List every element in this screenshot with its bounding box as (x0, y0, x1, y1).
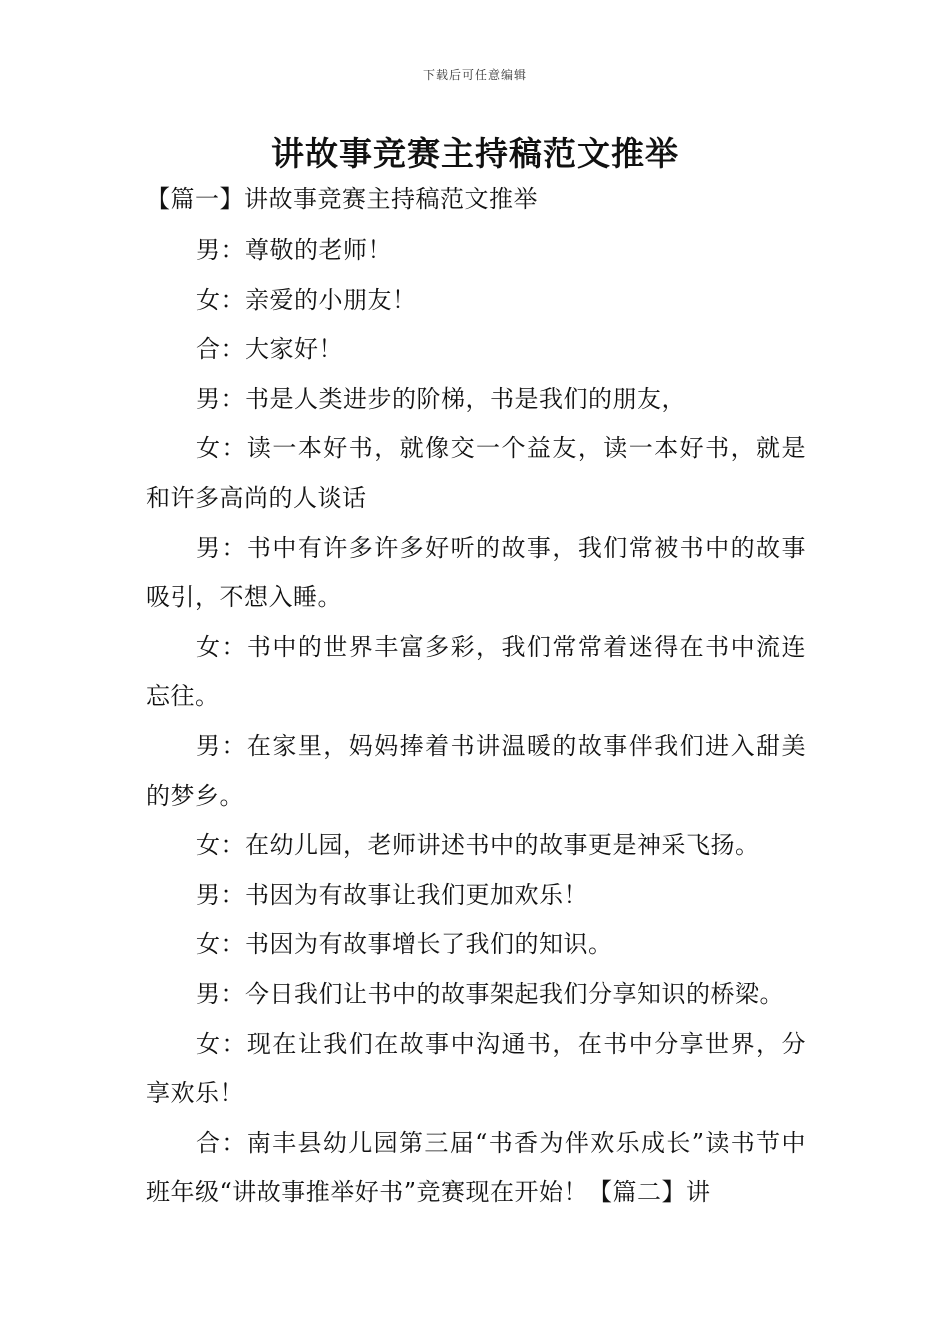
paragraph: 合：大家好！ (196, 335, 343, 364)
section-heading: 【篇一】讲故事竞赛主持稿范文推举 (146, 185, 538, 213)
paragraph: 男：书中有许多许多好听的故事，我们常被书中的故事吸引，不想入睡。 (146, 533, 806, 612)
header-note: 下载后可任意编辑 (422, 68, 527, 82)
paragraph: 男：书是人类进步的阶梯，书是我们的朋友， (196, 384, 686, 413)
document-title: 讲故事竞赛主持稿范文推举 (271, 134, 679, 173)
paragraph: 男：尊敬的老师！ (196, 236, 392, 264)
paragraph: 女：书中的世界丰富多彩，我们常常着迷得在书中流连忘往。 (146, 632, 806, 711)
paragraph: 女：亲爱的小朋友！ (196, 285, 417, 314)
paragraph: 女：读一本好书，就像交一个益友，读一本好书，就是和许多高尚的人谈话 (146, 434, 806, 512)
paragraph: 男：今日我们让书中的故事架起我们分享知识的桥梁。 (196, 979, 784, 1008)
paragraph: 女：书因为有故事增长了我们的知识。 (196, 930, 613, 959)
paragraph: 合：南丰县幼儿园第三届“书香为伴欢乐成长”读书节中班年级“讲故事推举好书”竞赛现在开始！【篇二】讲 (146, 1128, 806, 1207)
document-body (146, 180, 806, 1218)
paragraph: 女：在幼儿园，老师讲述书中的故事更是神采飞扬。 (196, 831, 760, 860)
paragraph: 男：书因为有故事让我们更加欢乐！ (196, 880, 588, 909)
paragraph: 男：在家里，妈妈捧着书讲温暖的故事伴我们进入甜美的梦乡。 (146, 731, 806, 810)
paragraph: 女：现在让我们在故事中沟通书，在书中分享世界，分享欢乐！ (146, 1029, 806, 1108)
